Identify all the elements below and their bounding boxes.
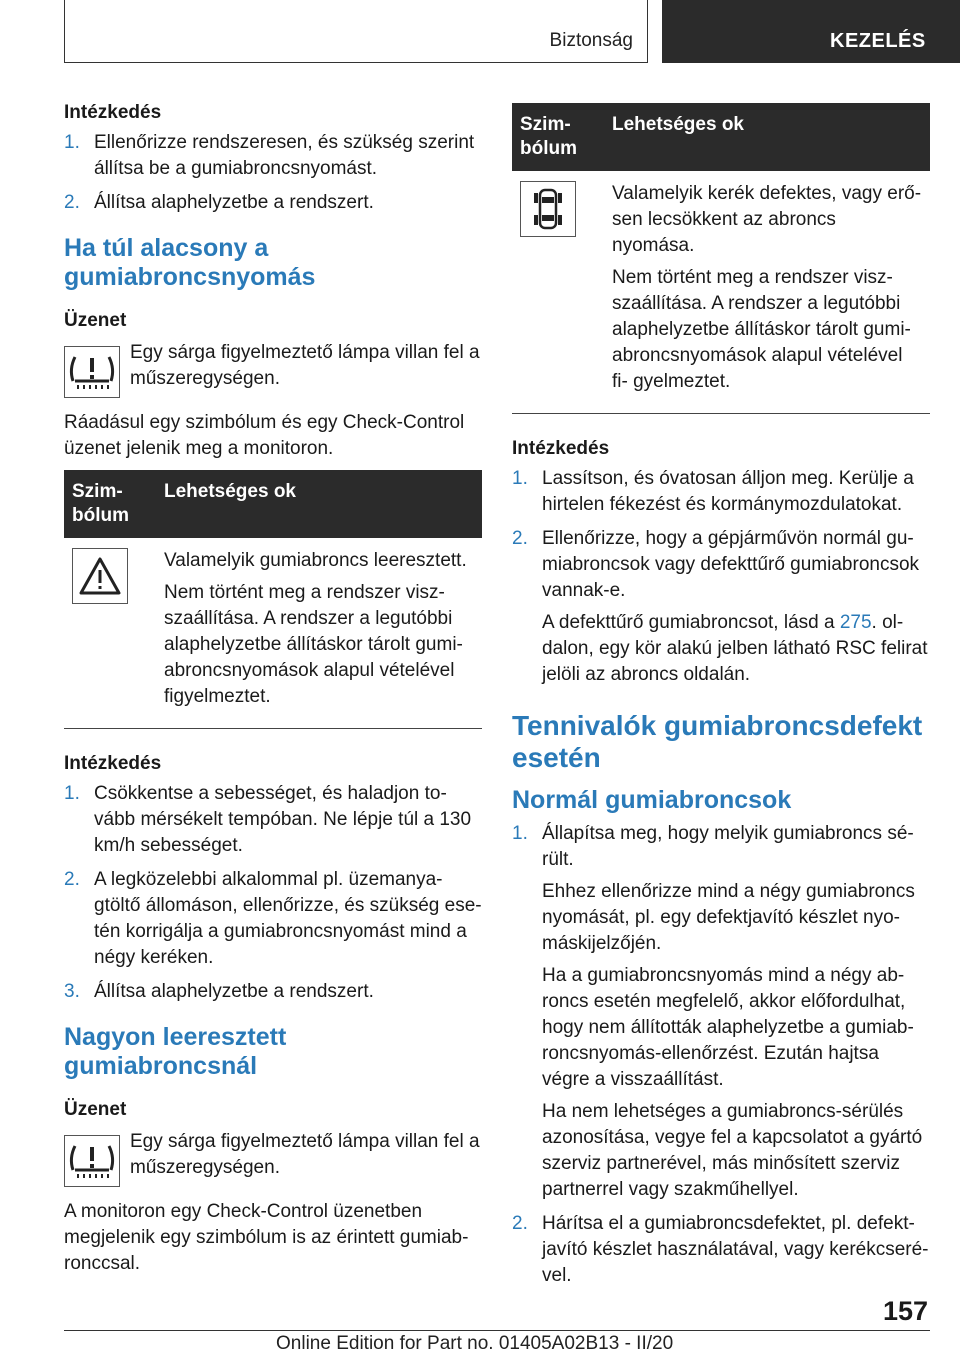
chapter-tab: KEZELÉS — [662, 0, 960, 63]
step-number: 3. — [64, 981, 80, 1002]
step-extra: Ha nem lehetséges a gumiabroncs-sérülés azonosítása, vegye fel a kapcsolatot a gyártó szerviz partnerével, más minősített szerviz partnerrel vagy szakműhellyel. — [542, 1101, 923, 1200]
cause-text: Valamelyik kerék defektes, vagy erő- sen lecsökkent az abroncs nyomása. — [612, 183, 922, 256]
actions-title: Intézkedés — [64, 102, 162, 123]
rsc-text: A defekttűrő gumiabroncsot, lásd a — [542, 612, 840, 633]
cause-text: Nem történt meg a rendszer visz- szaállítása. A rendszer a legutóbbi alaphelyzetbe állításkor tárolt gumi- abroncsnyomások alapul vételével fi- gyelmeztet. — [612, 267, 911, 392]
page-number: 157 — [882, 1296, 928, 1326]
causes-table — [512, 103, 930, 414]
cause-text: Nem történt meg a rendszer visz- szaállítása. A rendszer a legutóbbi alaphelyzetbe állításkor tárolt gumi- abroncsnyomások alapul vételével figyelmeztet. — [164, 582, 463, 707]
list-item — [64, 781, 482, 859]
cause-text: Valamelyik gumiabroncs leeresztett. — [164, 550, 467, 571]
list-item — [512, 821, 930, 1203]
step-text: Állítsa alaphelyzetbe a rendszert. — [94, 981, 374, 1002]
actions-title: Intézkedés — [64, 753, 162, 774]
tire-pressure-warning-icon — [64, 346, 120, 398]
message-title: Üzenet — [64, 310, 127, 331]
actions-list — [64, 781, 482, 1005]
step-extra: Ha a gumiabroncsnyomás mind a négy ab- roncs esetén megfelelő, akkor előfordulhat, hogy nem állították alaphelyzetbe a gumiab- roncsnyomás-ellenőrzést. Ezután hajtsa végre a visszaállítást. — [542, 965, 914, 1090]
heading-flat-tire-todo: Tennivalók gumiabroncsdefekt esetén — [512, 710, 923, 773]
section-title: Biztonság — [64, 0, 648, 63]
list-item — [512, 466, 930, 518]
rsc-text: . ol- dalon, egy kör alakú jelben látható RSC felirat jelöli az abroncs oldalán. — [542, 612, 928, 685]
table-header — [512, 103, 930, 171]
message-title: Üzenet — [64, 1099, 127, 1120]
list-item — [64, 979, 482, 1005]
step-number: 2. — [512, 1213, 528, 1234]
actions-list — [64, 130, 482, 216]
left-column — [64, 100, 482, 1285]
heading-normal-tires: Normál gumiabroncsok — [512, 786, 792, 814]
rsc-note — [542, 610, 930, 688]
list-item — [64, 867, 482, 971]
cc-text: Ráadásul egy szimbólum és egy Check-Control üzenet jelenik meg a monitoron. — [64, 412, 465, 459]
step-text: Ellenőrizze rendszeresen, és szükség szerint állítsa be a gumiabroncsnyomást. — [94, 132, 475, 179]
step-number: 2. — [512, 528, 528, 549]
step-number: 1. — [512, 468, 528, 489]
list-item — [512, 526, 930, 688]
message-text: Egy sárga figyelmeztető lámpa villan fel a műszeregységen. — [130, 342, 480, 389]
step-text: Állapítsa meg, hogy melyik gumiabroncs sé- rült. — [542, 823, 914, 870]
col-cause: Lehetséges ok — [156, 470, 482, 538]
step-number: 1. — [64, 132, 80, 153]
table-header — [64, 470, 482, 538]
car-flat-tire-icon — [520, 181, 576, 237]
step-number: 2. — [64, 192, 80, 213]
page-link[interactable]: 275 — [839, 612, 872, 633]
step-text: Ellenőrizze, hogy a gépjárművön normál gu- miabroncsok vagy defekttűrő gumiabroncsok vannak-e. — [542, 528, 920, 601]
message-block — [64, 1129, 482, 1185]
step-extra: Ehhez ellenőrizze mind a négy gumiabroncs nyomását, pl. egy defektjavító készlet nyo- máskijelzőjén. — [542, 881, 915, 954]
step-text: Lassítson, és óvatosan álljon meg. Kerülje a hirtelen fékezést és kormánymozdulatokat. — [542, 468, 914, 515]
page-header — [0, 0, 960, 66]
col-symbol: Szim- bólum — [512, 103, 604, 171]
message-text: Egy sárga figyelmeztető lámpa villan fel a műszeregységen. — [130, 1131, 480, 1178]
right-column — [512, 100, 930, 1297]
list-item — [512, 1211, 930, 1289]
actions-title: Intézkedés — [512, 438, 610, 459]
step-number: 1. — [64, 783, 80, 804]
message-block — [64, 340, 482, 396]
causes-table — [64, 470, 482, 729]
normal-steps — [512, 821, 930, 1289]
actions-list — [512, 466, 930, 688]
step-text: Hárítsa el a gumiabroncsdefektet, pl. defekt- javító készlet használatával, vagy kerékcseré- vel. — [542, 1213, 929, 1286]
heading-flat-tire: Nagyon leeresztett gumiabroncsnál — [64, 1023, 287, 1080]
warning-triangle-icon — [72, 548, 128, 604]
footer-divider — [64, 1330, 930, 1331]
heading-low-pressure: Ha túl alacsony a gumiabroncsnyomás — [64, 234, 316, 291]
step-text: Állítsa alaphelyzetbe a rendszert. — [94, 192, 374, 213]
tire-pressure-warning-icon — [64, 1135, 120, 1187]
cc-text: A monitoron egy Check-Control üzenetben megjelenik egy szimbólum is az érintett gumiab- ronccsal. — [64, 1201, 469, 1274]
col-cause: Lehetséges ok — [604, 103, 930, 171]
step-text: A legközelebbi alkalommal pl. üzemanya- gtöltő állomáson, ellenőrizze, és szükség ese- tén korrigálja a gumiabroncsnyomást mind a négy keréken. — [94, 869, 482, 968]
step-number: 2. — [64, 869, 80, 890]
table-row — [512, 171, 930, 414]
list-item — [64, 130, 482, 182]
step-number: 1. — [512, 823, 528, 844]
edition-footer: Online Edition for Part no. 01405A02B13 - II/20 — [276, 1333, 674, 1354]
table-row — [64, 538, 482, 729]
list-item — [64, 190, 482, 216]
col-symbol: Szim- bólum — [64, 470, 156, 538]
step-text: Csökkentse a sebességet, és haladjon to- vább mérsékelt tempóban. Ne lépje túl a 130 km/h sebességet. — [94, 783, 472, 856]
